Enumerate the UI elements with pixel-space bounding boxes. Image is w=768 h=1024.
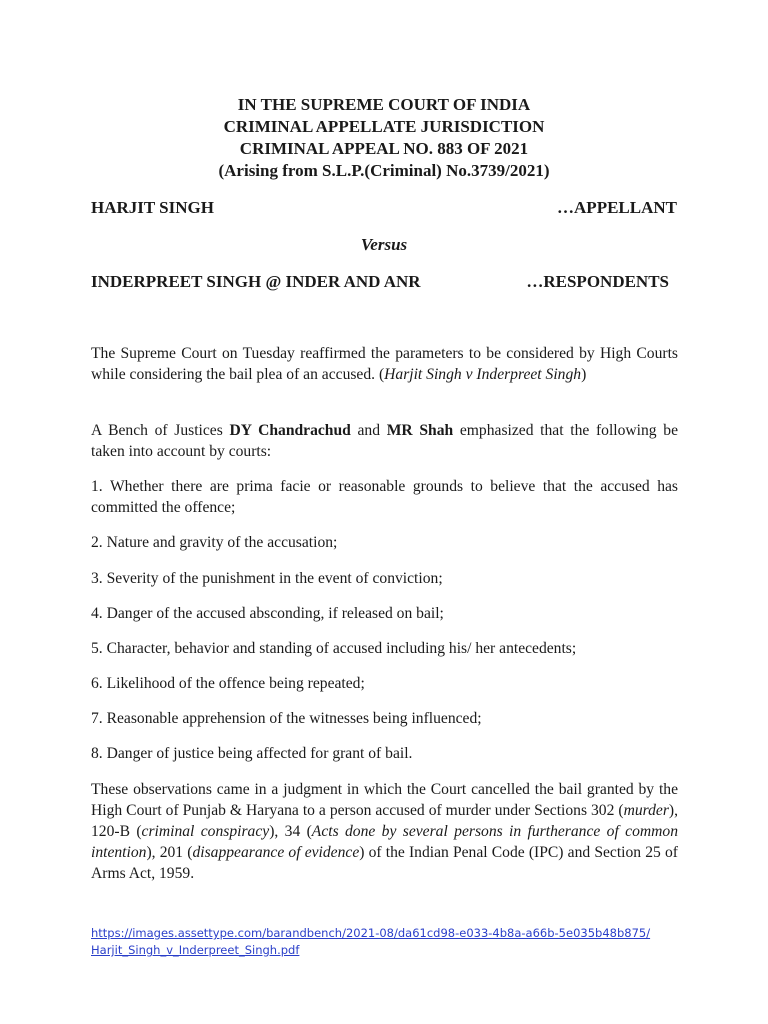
respondents-name: INDERPREET SINGH @ INDER AND ANR	[91, 272, 421, 291]
intro-paragraph: The Supreme Court on Tuesday reaffirmed the parameters to be considered by High Courts while considering the bail plea of an accused. (Harjit Singh v Inderpreet Singh)	[91, 345, 678, 383]
appellant-name: HARJIT SINGH	[91, 198, 214, 217]
point-1: 1. Whether there are prima facie or reasonable grounds to believe that the accused has committed the offence;	[91, 478, 678, 516]
judge-shah: MR Shah	[386, 422, 454, 439]
respondents-role: …RESPONDENTS	[526, 272, 669, 291]
point-8: 8. Danger of justice being affected for grant of bail.	[91, 745, 413, 762]
appellant-role: …APPELLANT	[557, 198, 677, 217]
observations-paragraph: These observations came in a judgment in which the Court cancelled the bail granted by the High Court of Punjab & Haryana to a person accused of murder under Sections 302 (murder), 120-B (criminal conspiracy), 34 (Acts done by several persons in furtherance of common intention), 201 (disappearance of evidence) of the Indian Penal Code (IPC) and Section 25 of Arms Act, 1959.	[91, 781, 678, 882]
arising-from: (Arising from S.L.P.(Criminal) No.3739/2021)	[218, 161, 550, 180]
source-link[interactable]	[91, 925, 691, 959]
case-heading	[0, 94, 768, 182]
point-3: 3. Severity of the punishment in the event of conviction;	[91, 570, 443, 587]
source-link-line-1[interactable]: https://images.assettype.com/barandbench/2021-08/da61cd98-e033-4b8a-a66b-5e035b48b875/	[91, 926, 651, 940]
point-2: 2. Nature and gravity of the accusation;	[91, 534, 338, 551]
appeal-number: CRIMINAL APPEAL NO. 883 OF 2021	[239, 139, 529, 158]
versus-label: Versus	[360, 235, 408, 254]
point-5: 5. Character, behavior and standing of accused including his/ her antecedents;	[91, 640, 577, 657]
case-name: Harjit Singh v Inderpreet Singh	[384, 366, 582, 383]
judge-chandrachud: DY Chandrachud	[229, 422, 351, 439]
point-7: 7. Reasonable apprehension of the witnesses being influenced;	[91, 710, 482, 727]
bench-paragraph: A Bench of Justices DY Chandrachud and MR Shah emphasized that the following be taken into account by courts:	[91, 422, 679, 460]
point-4: 4. Danger of the accused absconding, if released on bail;	[91, 605, 444, 622]
source-link-line-2[interactable]: Harjit_Singh_v_Inderpreet_Singh.pdf	[91, 943, 300, 957]
point-6: 6. Likelihood of the offence being repeated;	[91, 675, 365, 692]
jurisdiction: CRIMINAL APPELLATE JURISDICTION	[223, 117, 545, 136]
court-name: IN THE SUPREME COURT OF INDIA	[237, 95, 531, 114]
